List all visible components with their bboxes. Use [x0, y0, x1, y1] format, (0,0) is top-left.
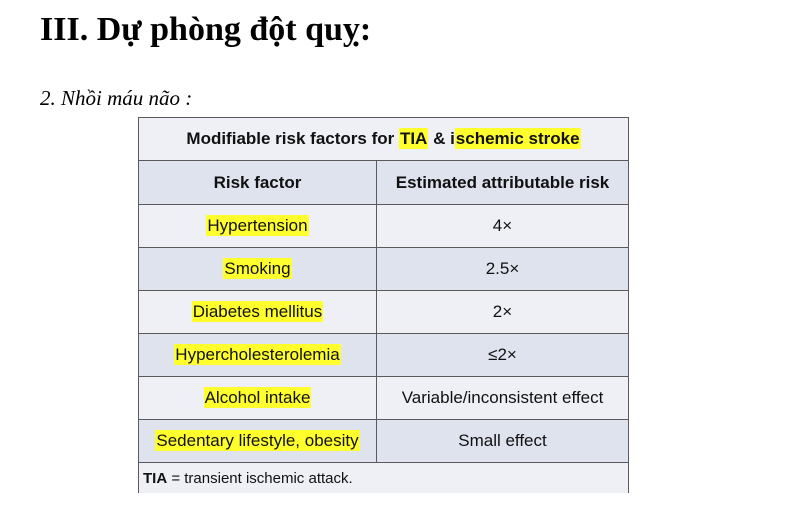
- attributable-risk-cell: Small effect: [377, 420, 629, 463]
- risk-factor-label: Hypercholesterolemia: [175, 345, 340, 364]
- section-heading: III. Dự phòng đột quỵ:: [40, 11, 372, 48]
- risk-factor-cell: [139, 334, 377, 377]
- attributable-risk-cell: ≤2×: [377, 334, 629, 377]
- attributable-risk-cell: 2.5×: [377, 248, 629, 291]
- attributable-risk-cell: 2×: [377, 291, 629, 334]
- risk-factor-label: Hypertension: [207, 216, 308, 235]
- risk-factor-table: [138, 117, 629, 493]
- risk-factor-label: Smoking: [224, 259, 291, 278]
- table-row: [139, 291, 629, 334]
- table-row: [139, 248, 629, 291]
- risk-factor-cell: [139, 248, 377, 291]
- risk-factor-label: Alcohol intake: [204, 388, 311, 407]
- footnote-text: = transient ischemic attack.: [167, 469, 353, 487]
- risk-factor-cell: [139, 205, 377, 248]
- attributable-risk-cell: 4×: [377, 205, 629, 248]
- risk-factor-label: Diabetes mellitus: [192, 302, 323, 321]
- risk-factor-cell: [139, 420, 377, 463]
- column-header-risk-factor: Risk factor: [139, 161, 377, 205]
- risk-factor-cell: [139, 291, 377, 334]
- table-title-amp: & i: [428, 129, 455, 148]
- table-row: [139, 334, 629, 377]
- table-title-tia: TIA: [399, 129, 428, 148]
- table-row: [139, 420, 629, 463]
- footnote-abbreviation: TIA: [143, 469, 168, 487]
- table-title-prefix: Modifiable risk factors for: [186, 129, 399, 148]
- risk-factor-table-image: [138, 117, 628, 495]
- risk-factor-label: Sedentary lifestyle, obesity: [156, 431, 359, 450]
- table-title-stroke: schemic stroke: [455, 129, 580, 148]
- table-title: [139, 118, 629, 161]
- table-footnote: [139, 463, 629, 494]
- column-header-attributable-risk: Estimated attributable risk: [377, 161, 629, 205]
- subsection-heading: 2. Nhồi máu não :: [40, 86, 193, 110]
- table-row: [139, 377, 629, 420]
- attributable-risk-cell: Variable/inconsistent effect: [377, 377, 629, 420]
- risk-factor-cell: [139, 377, 377, 420]
- table-row: [139, 205, 629, 248]
